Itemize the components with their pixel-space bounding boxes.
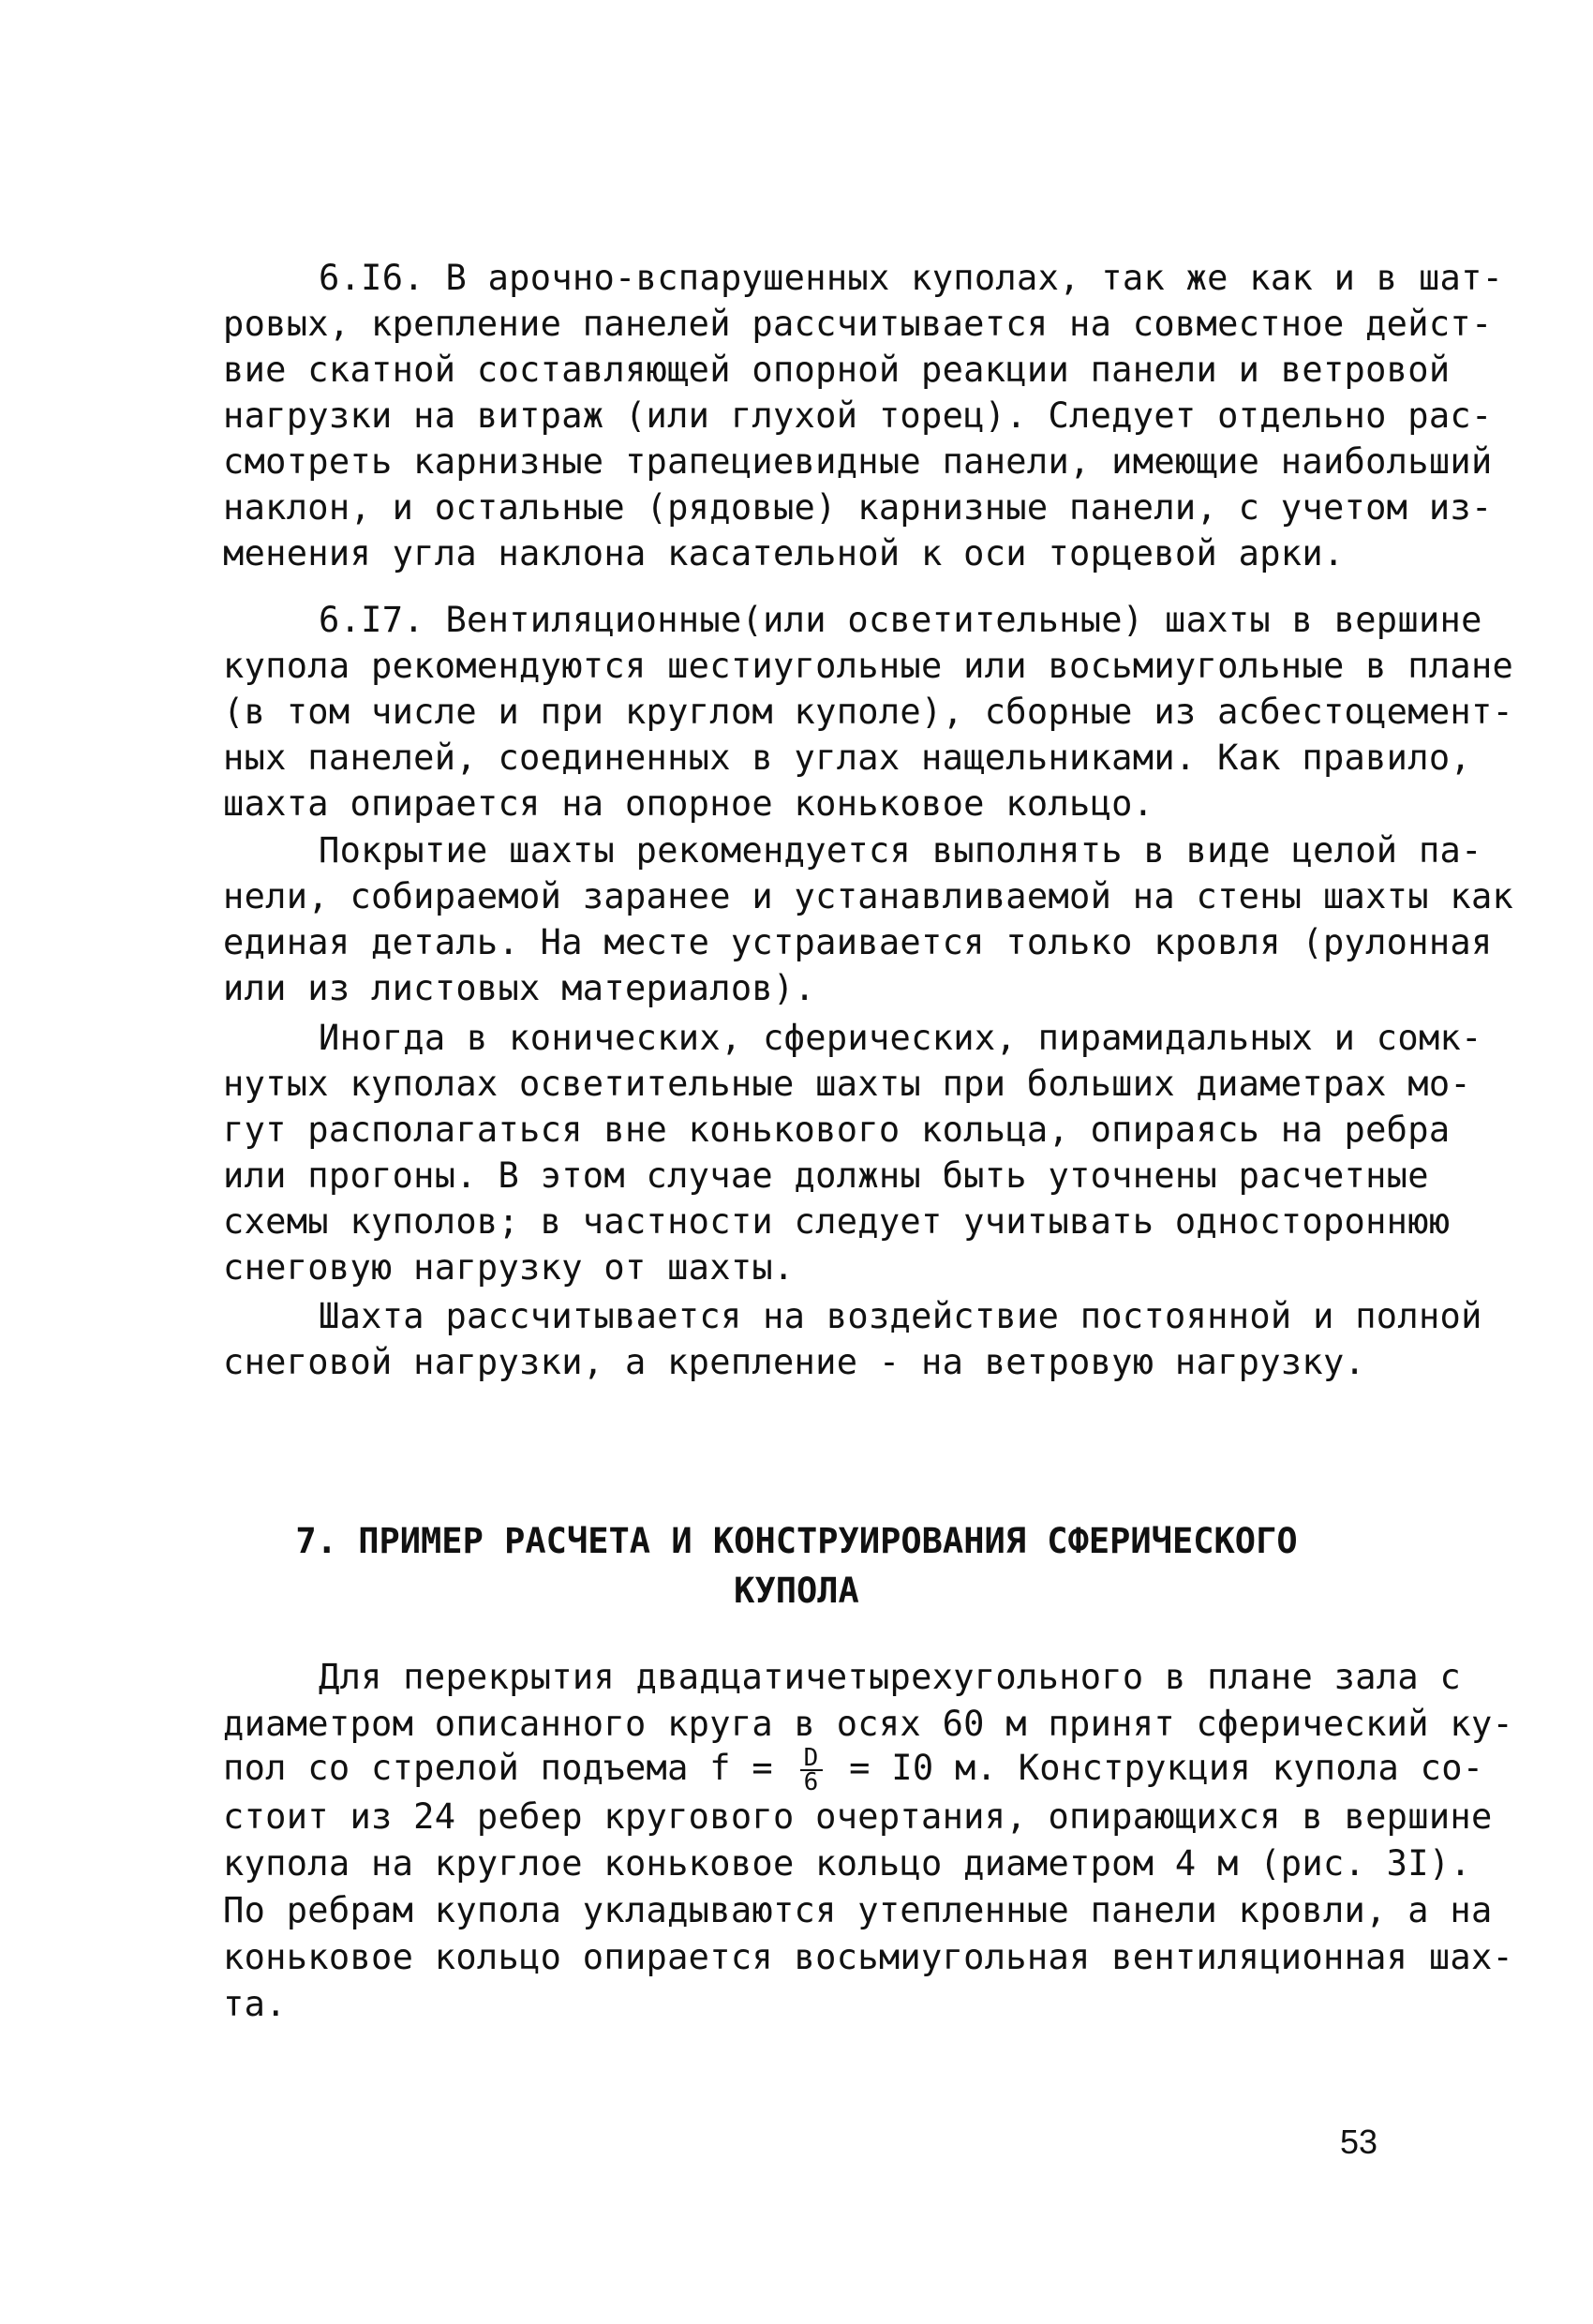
section-heading: 7. ПРИМЕР РАСЧЕТА И КОНСТРУИРОВАНИЯ СФЕРИЧЕСКОГО	[295, 1521, 1298, 1561]
text-line: нагрузки на витраж (или глухой торец). Следует отдельно рас-	[223, 395, 1493, 436]
text-line: нутых куполах осветительные шахты при больших диаметрах мо-	[223, 1064, 1471, 1104]
text-line: Покрытие шахты рекомендуется выполнять в виде целой па-	[319, 830, 1482, 871]
text-line: наклон, и остальные (рядовые) карнизные панели, с учетом из-	[223, 487, 1493, 528]
text-line: нели, собираемой заранее и устанавливаемой на стены шахты как	[223, 876, 1514, 916]
text-line: или из листовых материалов).	[223, 968, 816, 1008]
formula-text-before: пол со стрелой подъема f =	[223, 1748, 795, 1788]
text-line: стоит из 24 ребер кругового очертания, опирающихся в вершине	[223, 1796, 1493, 1837]
formula-line	[223, 1745, 1483, 1794]
text-line: 6.I6. В арочно-вспарушенных куполах, так же как и в шат-	[319, 258, 1504, 298]
text-line: менения угла наклона касательной к оси торцевой арки.	[223, 533, 1345, 574]
text-line: 6.I7. Вентиляционные(или осветительные) шахты в вершине	[319, 600, 1482, 640]
text-line: или прогоны. В этом случае должны быть уточнены расчетные	[223, 1155, 1429, 1196]
text-line: Для перекрытия двадцатичетырехугольного в плане зала с	[319, 1657, 1462, 1697]
page-number: 53	[1340, 2123, 1378, 2161]
formula-text-after: = I0 м. Конструкция купола со-	[827, 1748, 1484, 1788]
text-line: смотреть карнизные трапециевидные панели, имеющие наибольший	[223, 441, 1493, 482]
fraction-numerator: D	[800, 1747, 823, 1771]
text-line: коньковое кольцо опирается восьмиугольная вентиляционная шах-	[223, 1937, 1514, 1977]
text-line: гут располагаться вне конькового кольца, опираясь на ребра	[223, 1110, 1451, 1150]
text-line: снеговую нагрузку от шахты.	[223, 1247, 795, 1288]
text-line: ных панелей, соединенных в углах нащельниками. Как правило,	[223, 737, 1471, 778]
text-line: та.	[223, 1984, 287, 2024]
text-line: купола рекомендуются шестиугольные или восьмиугольные в плане	[223, 646, 1514, 686]
fraction	[800, 1743, 823, 1796]
text-line: По ребрам купола укладываются утепленные панели кровли, а на	[223, 1890, 1493, 1930]
text-line: (в том числе и при круглом куполе), сборные из асбестоцемент-	[223, 692, 1514, 732]
fraction-denominator: 6	[803, 1767, 819, 1796]
text-line: купола на круглое коньковое кольцо диаметром 4 м (рис. 3I).	[223, 1843, 1471, 1884]
text-line: вие скатной составляющей опорной реакции панели и ветровой	[223, 350, 1451, 390]
text-line: диаметром описанного круга в осях 60 м принят сферический ку-	[223, 1704, 1514, 1744]
text-line: Иногда в конических, сферических, пирамидальных и сомк-	[319, 1018, 1482, 1058]
text-line: схемы куполов; в частности следует учитывать одностороннюю	[223, 1201, 1451, 1242]
text-line: единая деталь. На месте устраивается только кровля (рулонная	[223, 922, 1493, 962]
text-line: ровых, крепление панелей рассчитывается на совместное дейст-	[223, 304, 1493, 344]
text-line: шахта опирается на опорное коньковое кольцо.	[223, 783, 1154, 824]
text-line: Шахта рассчитывается на воздействие постоянной и полной	[319, 1296, 1482, 1336]
section-heading-continuation: КУПОЛА	[734, 1571, 859, 1611]
text-line: снеговой нагрузки, а крепление - на ветровую нагрузку.	[223, 1342, 1366, 1382]
